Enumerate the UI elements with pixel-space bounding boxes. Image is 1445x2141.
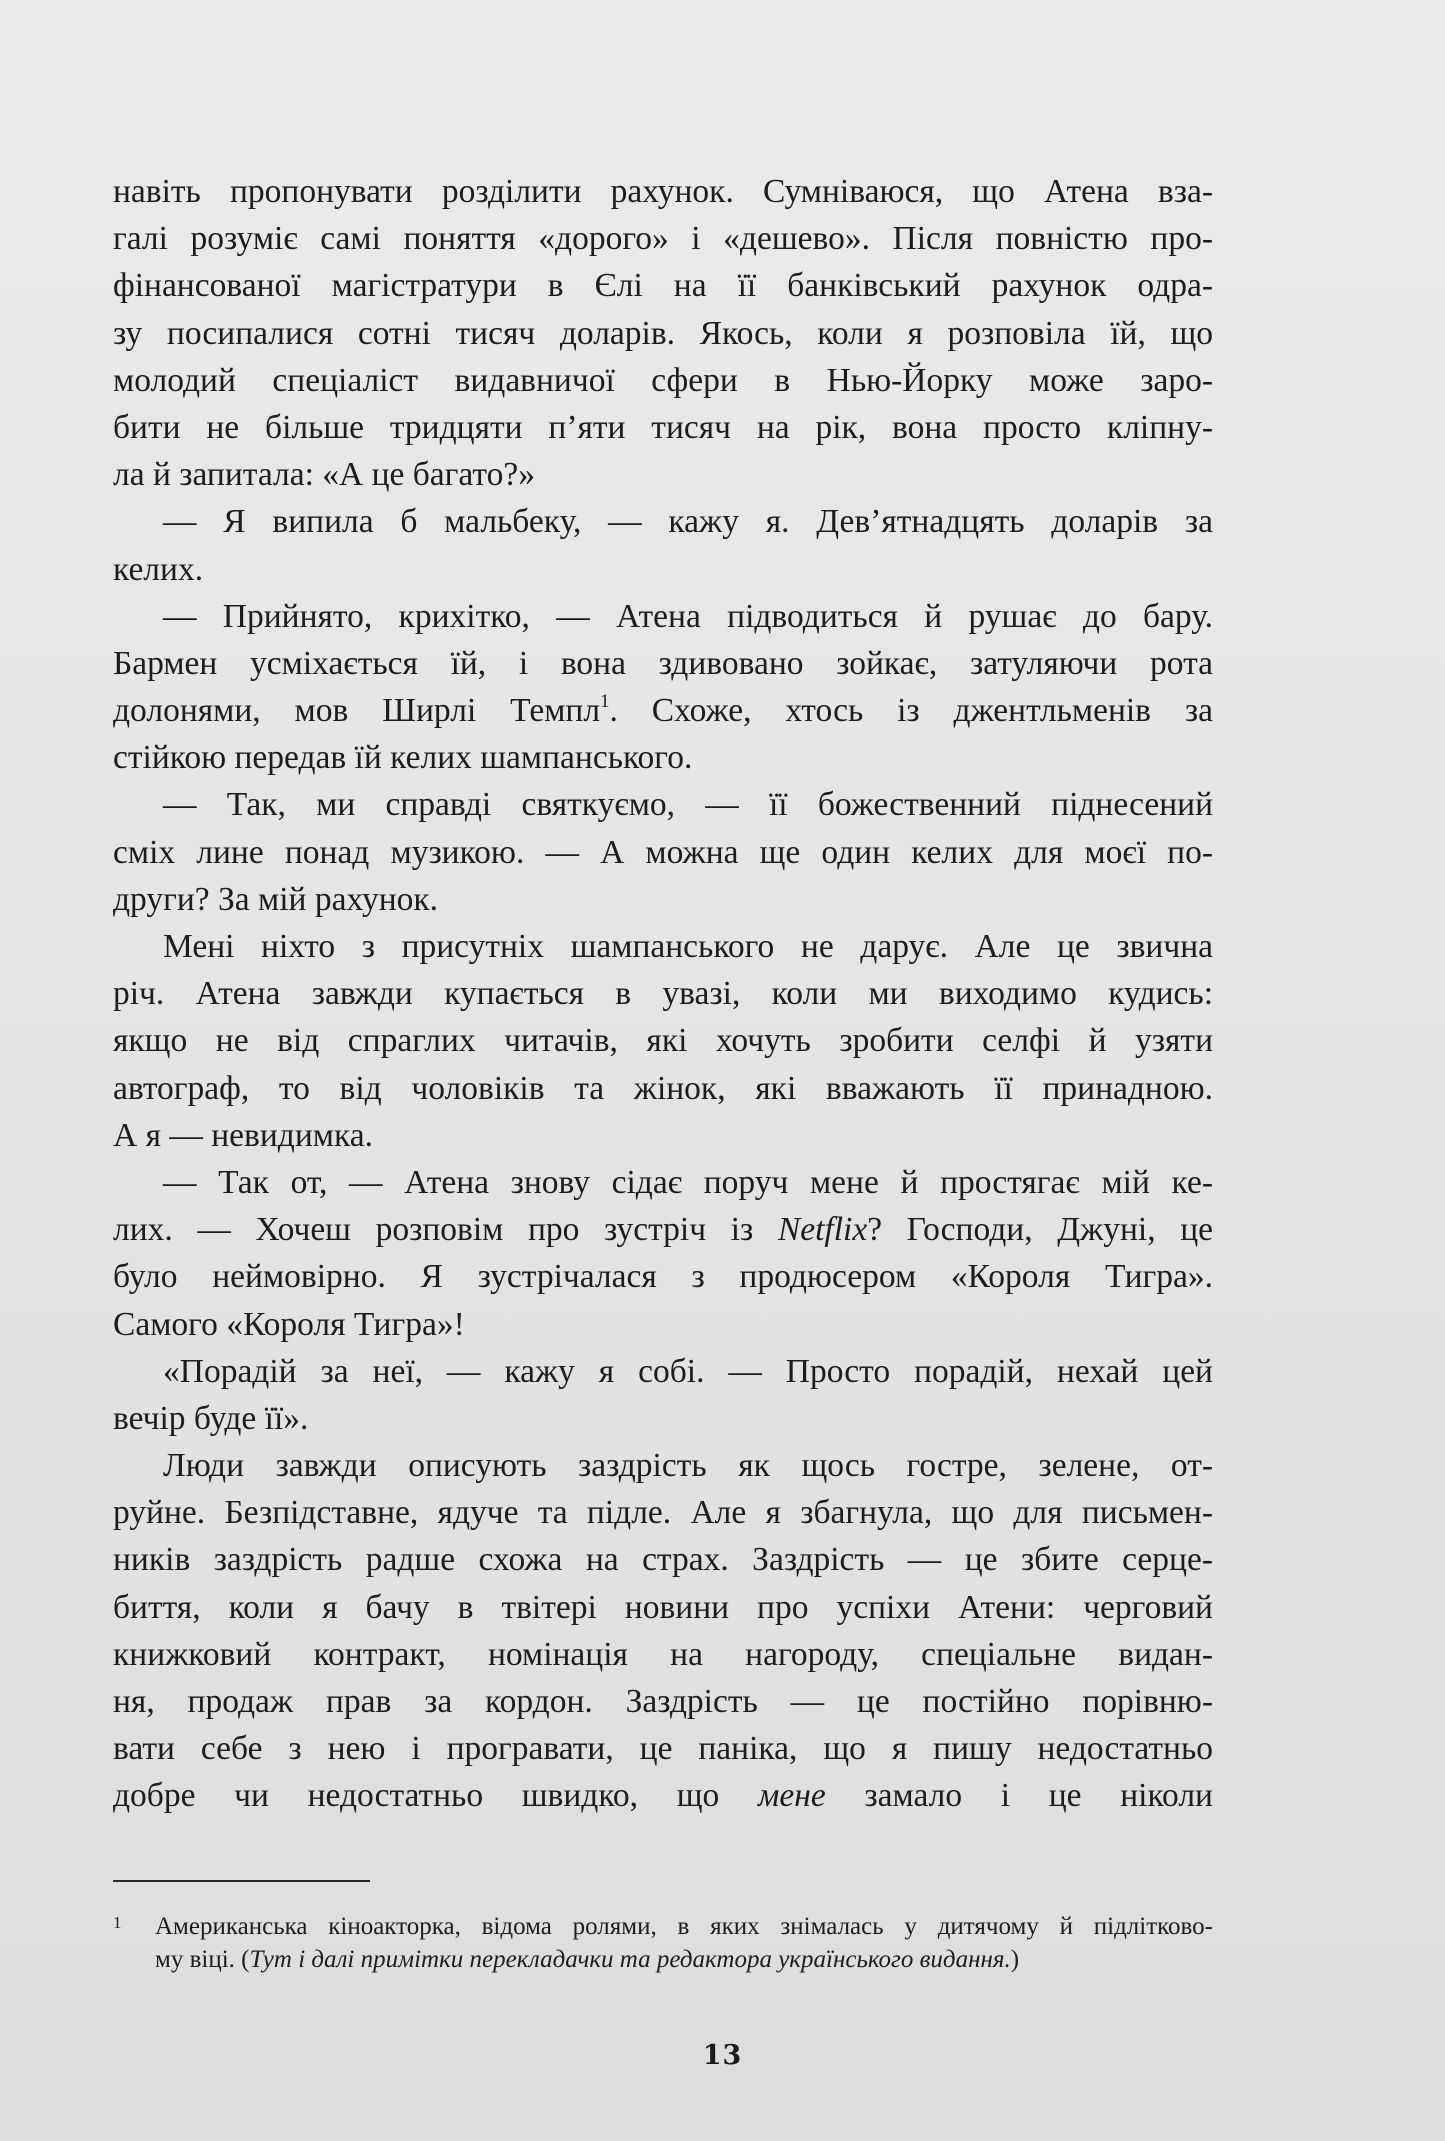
paragraph-7: [113, 1348, 1213, 1442]
text-line: ня, продаж прав за кордон. Заздрість — це постійно порівню-: [113, 1683, 1213, 1720]
text-line: — Так, ми справді святкуємо, — її божественний піднесений: [163, 786, 1213, 824]
text-line: Люди завжди описують заздрість як щось гостре, зелене, от-: [163, 1447, 1213, 1485]
text-line: — Так от, — Атена знову сідає поруч мене й простягає мій ке-: [163, 1163, 1213, 1201]
footnote-line: Американська кіноакторка, відома ролями, в яких знімалась у дитячому й підлітково-: [155, 1913, 1213, 1940]
text-line: [113, 1772, 1213, 1819]
text-segment: му віці. (: [155, 1946, 250, 1973]
footnote-divider: [113, 1880, 370, 1882]
text-line: Мені ніхто з присутніх шампанського не дарує. Але це звична: [163, 928, 1213, 965]
page-number: 13: [702, 2040, 743, 2071]
text-line: автограф, то від чоловіків та жінок, які вважають її принадною.: [113, 1069, 1213, 1107]
text-line: було неймовірно. Я зустрічалася з продюсером «Короля Тигра».: [113, 1258, 1213, 1296]
italic-emphasis: мене: [757, 1777, 826, 1815]
paragraph-4: [113, 781, 1213, 923]
text-line: ла й запитала: «А це багато?»: [113, 456, 535, 494]
paragraph-6: [113, 1159, 1213, 1348]
paragraph-8: [113, 1442, 1213, 1820]
text-segment: . Схоже, хтось із джентльменів за: [609, 692, 1213, 730]
text-line: — Я випила б мальбеку, — кажу я. Дев’ятнадцять доларів за: [163, 503, 1213, 541]
body-text: [113, 168, 1213, 1820]
text-segment: ): [1010, 1946, 1020, 1973]
text-line: [113, 1206, 1213, 1253]
text-line: Самого «Короля Тигра»!: [113, 1305, 465, 1343]
text-line: Бармен усміхається їй, і вона здивовано зойкає, затуляючи рота: [113, 644, 1213, 682]
text-line: [113, 687, 1213, 734]
text-segment: долонями, мов Ширлі Темпл: [113, 692, 601, 730]
text-line: вечір буде її».: [113, 1399, 309, 1437]
text-line: ників заздрість радше схожа на страх. Заздрість — це збите серце-: [113, 1541, 1213, 1579]
footnote-italic-note: Тут і далі примітки перекладачки та редактора українського видання.: [249, 1946, 1011, 1973]
footnote-text: [155, 1910, 1213, 1976]
footnote-number: 1: [113, 1913, 122, 1932]
text-segment: добре чи недостатньо швидко, що: [113, 1777, 758, 1815]
footnote-reference[interactable]: 1: [600, 691, 610, 713]
text-line: молодий спеціаліст видавничої сфери в Нью-Йорку може заро-: [113, 361, 1213, 399]
text-segment: замало і це ніколи: [825, 1777, 1213, 1815]
text-line: річ. Атена завжди купається в увазі, коли ми виходимо кудись:: [113, 975, 1213, 1013]
text-line: А я — невидимка.: [113, 1116, 373, 1154]
text-segment: лих. — Хочеш розповім про зустріч із: [113, 1211, 778, 1249]
text-line: стійкою передав їй келих шампанського.: [113, 739, 693, 777]
paragraph-2: [113, 498, 1213, 592]
paragraph-3: [113, 593, 1213, 782]
text-line: — Прийнято, крихітко, — Атена підводиться й рушає до бару.: [163, 597, 1213, 635]
footnote: [113, 1910, 1213, 1976]
footnote-line: [155, 1943, 1213, 1976]
paragraph-1: [113, 168, 1213, 498]
text-line: фінансованої магістратури в Єлі на її банківський рахунок одра-: [113, 267, 1213, 305]
text-line: биття, коли я бачу в твітері новини про успіхи Атени: черговий: [113, 1588, 1213, 1626]
text-segment: ? Господи, Джуні, це: [867, 1211, 1213, 1249]
paragraph-5: [113, 923, 1213, 1159]
text-line: други? За мій рахунок.: [113, 880, 439, 918]
text-line: книжковий контракт, номінація на нагороду, спеціальне видан-: [113, 1635, 1213, 1673]
text-line: руйне. Безпідставне, ядуче та підле. Але я збагнула, що для письмен-: [113, 1494, 1213, 1532]
italic-term: Netflix: [777, 1211, 868, 1249]
text-line: вати себе з нею і програвати, це паніка, що я пишу недостатньо: [113, 1730, 1213, 1768]
text-line: зу посипалися сотні тисяч доларів. Якось, коли я розповіла їй, що: [113, 314, 1213, 352]
text-line: келих.: [113, 550, 204, 588]
text-line: галі розуміє самі поняття «дорого» і «дешево». Після повністю про-: [113, 220, 1213, 258]
text-line: «Порадій за неї, — кажу я собі. — Просто порадій, нехай цей: [163, 1352, 1213, 1390]
text-line: бити не більше тридцяти п’яти тисяч на рік, вона просто кліпну-: [113, 408, 1213, 446]
text-line: навіть пропонувати розділити рахунок. Сумніваюся, що Атена вза-: [113, 173, 1213, 210]
text-line: сміх лине понад музикою. — А можна ще один келих для моєї по-: [113, 833, 1213, 871]
text-line: якщо не від спраглих читачів, які хочуть зробити селфі й узяти: [113, 1022, 1213, 1060]
